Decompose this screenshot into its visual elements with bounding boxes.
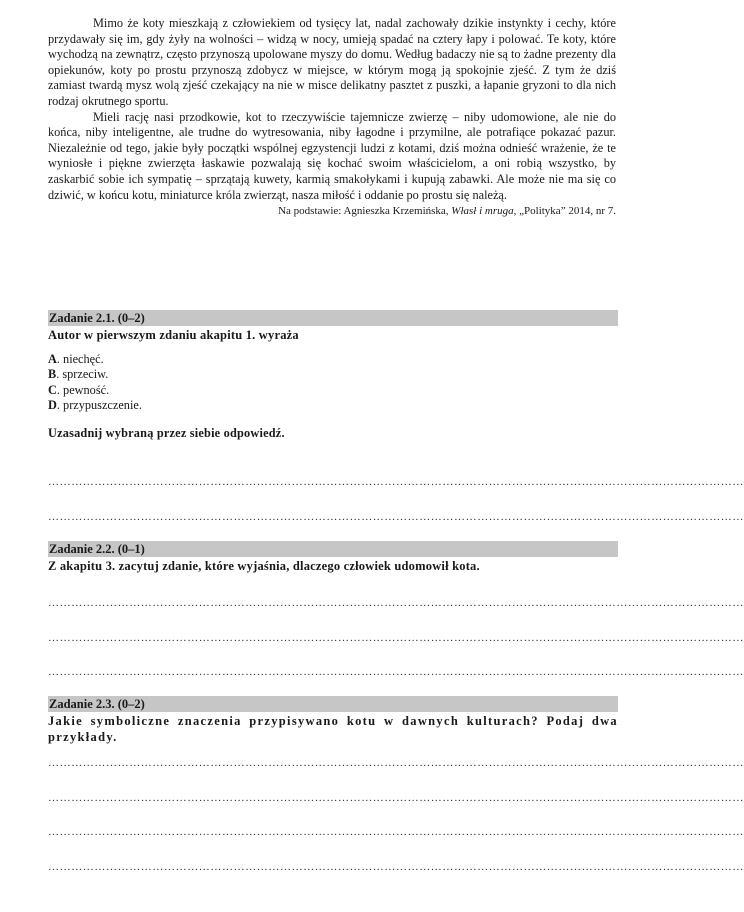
task-2-2-header: Zadanie 2.2. (0–1) — [48, 541, 618, 557]
task-2-3-question: Jakie symboliczne znaczenia przypisywano kotu w dawnych kulturach? Podaj dwa przykłady. — [48, 714, 618, 744]
task-2-1-options — [48, 352, 618, 414]
paragraph-1: Mimo że koty mieszkają z człowiekiem od tysięcy lat, nadal zachowały dzikie instynkty i cechy, które przydawały się im, gdy żyły na wolności – widzą w nocy, umieją spadać na cztery łapy i polować. Te koty, które wychodzą na zewnątrz, często przynoszą upolowane myszy do domu. Według badaczy nie są to żadne prezenty dla opiekunów, koty po prostu przynoszą zdobycz w miejsce, w którym mogą ją spokojnie zjeść. Z tym że dziś zamiast twardą mysz wolą zjeść czekający na nie w misce delikatny pasztet z puszki, a łapanie gryzoni to dla nich rodzaj okrutnego sportu. — [48, 16, 616, 108]
option-letter: B — [48, 367, 57, 382]
option-text: . przypuszczenie. — [56, 398, 142, 413]
answer-line[interactable]: ……………………………………………………………………………………………………………………………………………………………… — [48, 757, 744, 769]
task-2-1 — [48, 310, 618, 441]
option-text: . niechęć. — [56, 352, 104, 366]
answer-line[interactable]: ……………………………………………………………………………………………………………………………………………………………… — [48, 632, 744, 644]
answer-line[interactable]: ……………………………………………………………………………………………………………………………………………………………… — [48, 792, 744, 804]
answer-line[interactable]: ……………………………………………………………………………………………………………………………………………………………… — [48, 666, 744, 678]
option-letter: C — [48, 382, 57, 397]
task-2-1-header: Zadanie 2.1. (0–2) — [48, 310, 618, 326]
answer-line[interactable]: ……………………………………………………………………………………………………………………………………………………………… — [48, 476, 744, 488]
option-text: . sprzeciw. — [56, 367, 109, 382]
option-c[interactable] — [48, 383, 618, 398]
option-a[interactable] — [48, 352, 618, 367]
source-prefix: Na podstawie: Agnieszka Krzemińska, — [278, 205, 452, 218]
task-2-3-header: Zadanie 2.3. (0–2) — [48, 696, 618, 712]
paragraph-2: Mieli rację nasi przodkowie, kot to rzeczywiście tajemnicze zwierzę – niby udomowione, ale nie do końca, niby inteligentne, ale trudne do wytresowania, niby łagodne i przymilne, ale potrafiące pokazać pazur. Niezależnie od tego, jakie były początki wspólnej egzystencji ludzi z kotami, dziś można odnieść wrażenie, że te wyniosłe i piękne zwierzęta łaskawie pozwalają się kochać swoim właścicielom, a oni robią wszystko, by zaskarbić sobie ich sympatię – sprzątają kuwety, karmią smakołykami i kupują zabawki. Ale może nie ma się co dziwić, w końcu kotu, miniaturce króla zwierząt, nasza miłość i oddanie po prostu się należą. — [48, 109, 616, 202]
option-letter: A — [48, 352, 57, 366]
option-d[interactable] — [48, 398, 618, 413]
article-text — [48, 16, 616, 218]
task-2-2-question: Z akapitu 3. zacytuj zdanie, które wyjaśnia, dlaczego człowiek udomowił kota. — [48, 559, 480, 573]
source-citation — [48, 204, 616, 218]
task-2-1-question: Autor w pierwszym zdaniu akapitu 1. wyraża — [48, 328, 299, 342]
answer-line[interactable]: ……………………………………………………………………………………………………………………………………………………………… — [48, 597, 744, 609]
source-title: Własł i mruga — [451, 205, 514, 218]
option-text: . pewność. — [56, 382, 110, 397]
source-suffix: , „Polityka” 2014, nr 7. — [513, 205, 616, 218]
option-letter: D — [48, 398, 57, 413]
answer-line[interactable]: ……………………………………………………………………………………………………………………………………………………………… — [48, 511, 744, 523]
task-2-2 — [48, 541, 618, 574]
answer-line[interactable]: ……………………………………………………………………………………………………………………………………………………………… — [48, 861, 744, 873]
option-b[interactable] — [48, 367, 618, 382]
answer-line[interactable]: ……………………………………………………………………………………………………………………………………………………………… — [48, 826, 744, 838]
task-2-1-justify-prompt: Uzasadnij wybraną przez siebie odpowiedź. — [48, 425, 285, 440]
task-2-3 — [48, 696, 618, 745]
